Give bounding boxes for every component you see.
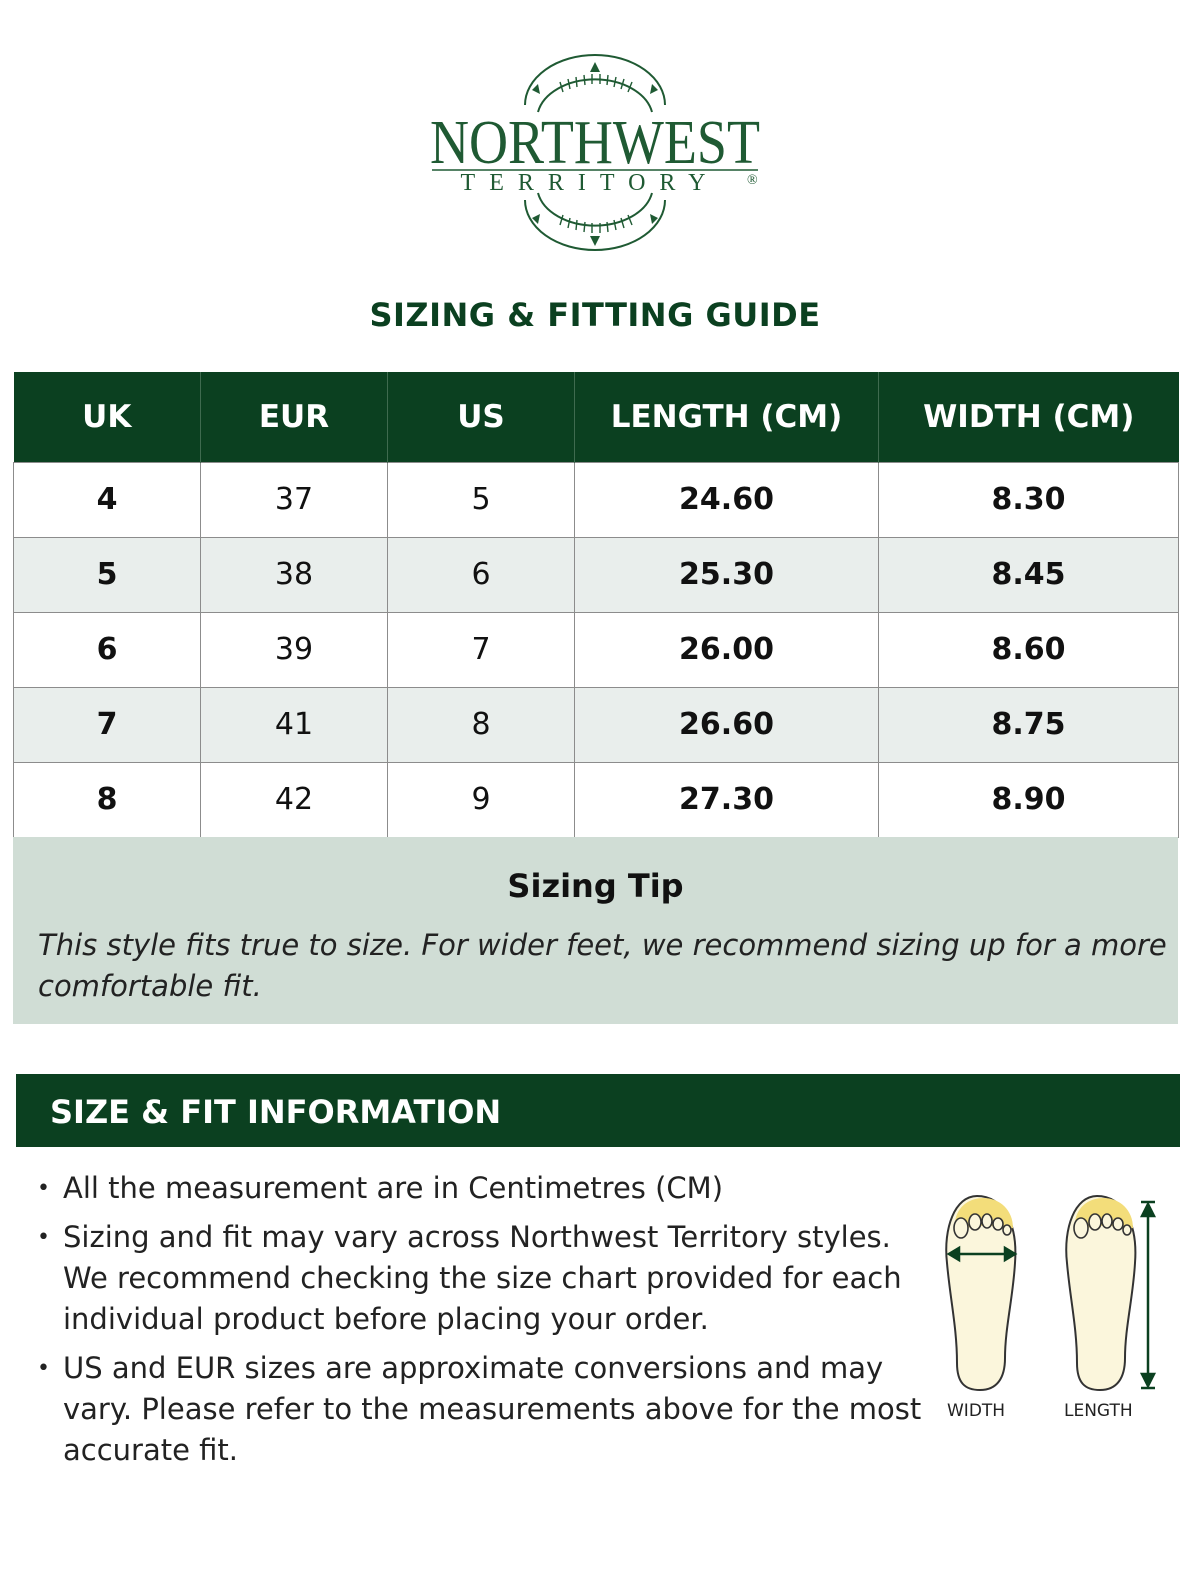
bullet-icon: • <box>37 1356 50 1381</box>
cell-us: 9 <box>388 762 575 837</box>
cell-width: 8.75 <box>879 687 1179 762</box>
cell-us: 5 <box>388 462 575 537</box>
bullet-icon: • <box>37 1176 50 1201</box>
cell-us: 6 <box>388 537 575 612</box>
header-eur: EUR <box>201 372 388 462</box>
foot-length-icon <box>1066 1196 1155 1390</box>
cell-uk: 4 <box>14 462 201 537</box>
table-row <box>14 762 1179 837</box>
header-length: LENGTH (CM) <box>575 372 879 462</box>
cell-us: 7 <box>388 612 575 687</box>
info-section-title: SIZE & FIT INFORMATION <box>50 1093 502 1131</box>
logo-sub-text: TERRITORY <box>460 170 720 196</box>
table-row <box>14 537 1179 612</box>
cell-uk: 5 <box>14 537 201 612</box>
northwest-territory-logo <box>420 60 770 250</box>
cell-uk: 8 <box>14 762 201 837</box>
bullet-text: US and EUR sizes are approximate conversions and may vary. Please refer to the measurements above for the most accurate fit. <box>63 1351 922 1467</box>
cell-width: 8.60 <box>879 612 1179 687</box>
cell-eur: 41 <box>201 687 388 762</box>
cell-width: 8.45 <box>879 537 1179 612</box>
list-item <box>35 1168 930 1209</box>
header-us: US <box>388 372 575 462</box>
list-item <box>35 1217 930 1340</box>
sizing-tip-text: This style fits true to size. For wider feet, we recommend sizing up for a more comfortable fit. <box>38 928 1167 1003</box>
cell-length: 27.30 <box>575 762 879 837</box>
cell-uk: 7 <box>14 687 201 762</box>
table-row <box>14 462 1179 537</box>
bullet-text: Sizing and fit may vary across Northwest Territory styles. We recommend checking the size chart provided for each individual product before placing your order. <box>63 1220 902 1336</box>
cell-eur: 38 <box>201 537 388 612</box>
header-uk: UK <box>14 372 201 462</box>
table-row <box>14 612 1179 687</box>
cell-width: 8.90 <box>879 762 1179 837</box>
foot-measurement-diagram <box>935 1188 1165 1428</box>
sizing-tip-title: Sizing Tip <box>507 867 684 905</box>
page-title: SIZING & FITTING GUIDE <box>369 296 821 334</box>
length-label: LENGTH <box>1064 1401 1133 1421</box>
header-width: WIDTH (CM) <box>879 372 1179 462</box>
cell-length: 25.30 <box>575 537 879 612</box>
info-section-header <box>16 1074 1180 1147</box>
foot-width-icon <box>946 1196 1015 1390</box>
table-row <box>14 687 1179 762</box>
width-label: WIDTH <box>947 1401 1006 1421</box>
cell-length: 26.00 <box>575 612 879 687</box>
logo-brand-text: NORTHWEST <box>430 109 760 177</box>
cell-eur: 39 <box>201 612 388 687</box>
cell-eur: 42 <box>201 762 388 837</box>
cell-length: 26.60 <box>575 687 879 762</box>
cell-us: 8 <box>388 687 575 762</box>
cell-width: 8.30 <box>879 462 1179 537</box>
list-item <box>35 1348 930 1471</box>
cell-uk: 6 <box>14 612 201 687</box>
bullet-text: All the measurement are in Centimetres (CM) <box>63 1171 724 1205</box>
table-header-row <box>14 372 1179 462</box>
logo-registered-mark: ® <box>747 173 758 188</box>
size-chart-table <box>13 372 1179 838</box>
cell-length: 24.60 <box>575 462 879 537</box>
cell-eur: 37 <box>201 462 388 537</box>
info-bullet-list <box>35 1168 930 1479</box>
sizing-tip-box <box>13 837 1178 1024</box>
bullet-icon: • <box>37 1225 50 1250</box>
